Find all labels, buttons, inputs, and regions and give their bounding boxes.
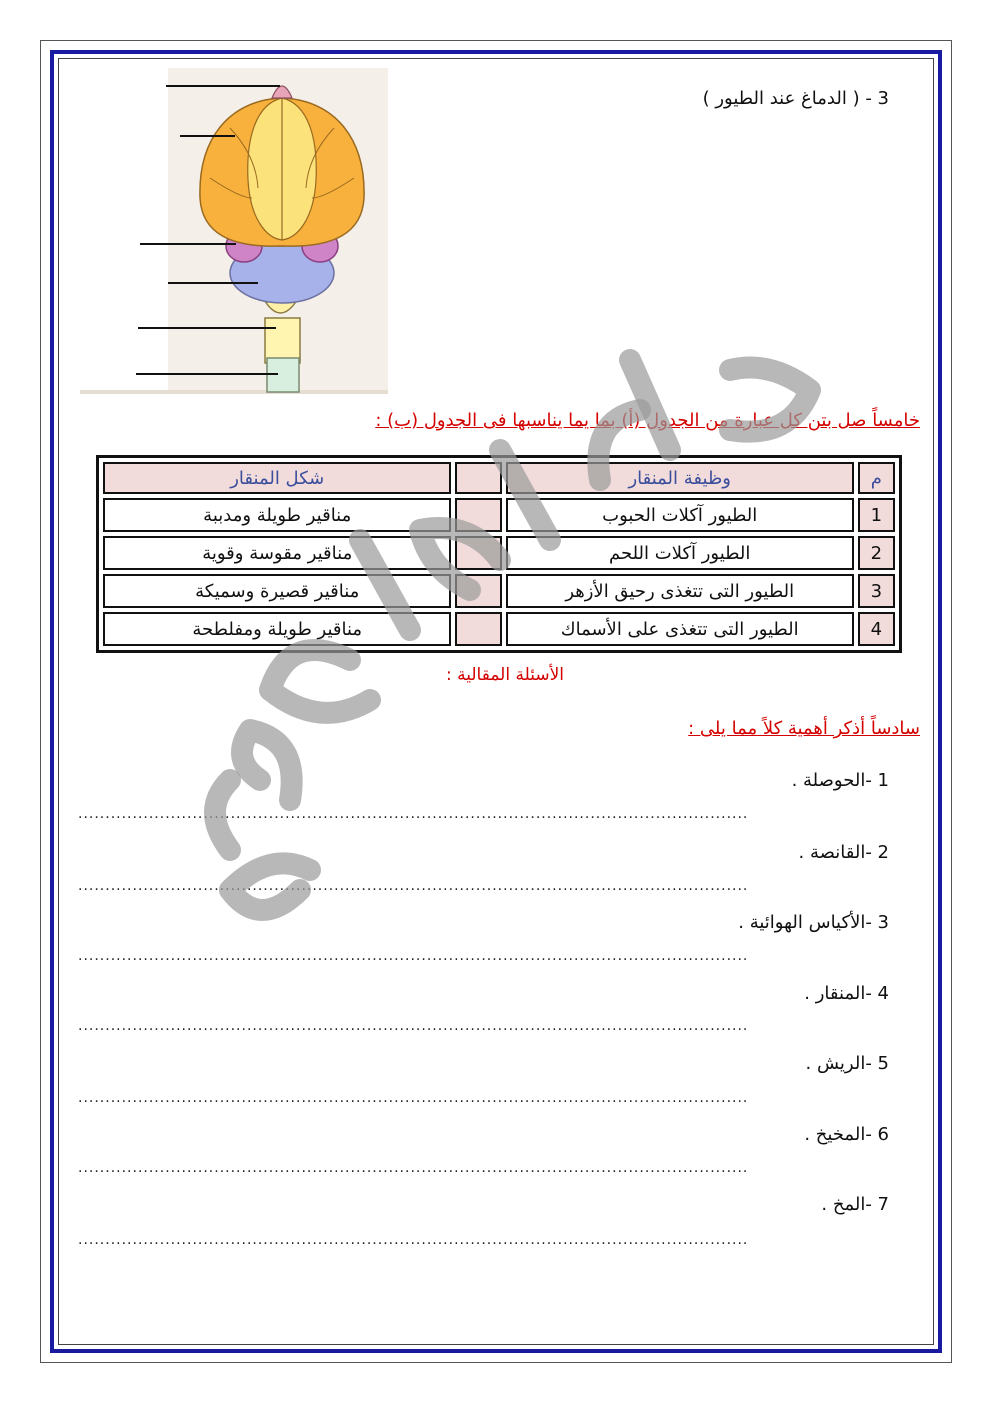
row-num: 4 — [858, 612, 895, 646]
answer-line[interactable]: ........................................................................................................................... — [78, 948, 749, 964]
table-row — [103, 536, 895, 570]
header-shape: شكل المنقار — [103, 462, 451, 494]
section6-title: سادساً أذكر أهمية كلاً مما يلى : — [688, 718, 920, 739]
header-num: م — [858, 462, 895, 494]
row-num: 3 — [858, 574, 895, 608]
answer-line[interactable]: ........................................................................................................................... — [78, 1090, 749, 1106]
answer-line[interactable]: ........................................................................................................................... — [78, 878, 749, 894]
essay-heading: الأسئلة المقالية : — [445, 665, 564, 685]
answer-line[interactable]: ........................................................................................................................... — [78, 1018, 749, 1034]
table-header-row — [103, 462, 895, 494]
row-shape: مناقير طويلة ومفلطحة — [103, 612, 451, 646]
row-shape: مناقير قصيرة وسميكة — [103, 574, 451, 608]
bird-brain-diagram — [80, 68, 390, 396]
question-item: 1 -الحوصلة . — [791, 770, 889, 791]
table-row — [103, 574, 895, 608]
row-shape: مناقير طويلة ومدببة — [103, 498, 451, 532]
answer-cell[interactable] — [455, 536, 501, 570]
section3-label: 3 - ( الدماغ عند الطيور ) — [702, 88, 889, 109]
row-shape: مناقير مقوسة وقوية — [103, 536, 451, 570]
question-item: 5 -الريش . — [805, 1053, 889, 1074]
row-function: الطيور التى تتغذى رحيق الأزهر — [506, 574, 854, 608]
header-function: وظيفة المنقار — [506, 462, 854, 494]
question-item: 7 -المخ . — [821, 1194, 889, 1215]
row-num: 2 — [858, 536, 895, 570]
section5-title: خامساً صل بتن كل عبارة من الجدول (أ) بما يما يناسبها فى الجدول (ب) : — [375, 410, 920, 431]
table-row — [103, 612, 895, 646]
row-function: الطيور آكلات اللحم — [506, 536, 854, 570]
table-row — [103, 498, 895, 532]
answer-cell[interactable] — [455, 462, 501, 494]
answer-line[interactable]: ........................................................................................................................... — [78, 806, 749, 822]
question-item: 4 -المنقار . — [804, 983, 889, 1004]
question-item: 3 -الأكياس الهوائية . — [738, 912, 889, 933]
row-function: الطيور التى تتغذى على الأسماك — [506, 612, 854, 646]
question-item: 6 -المخيخ . — [804, 1124, 889, 1145]
answer-cell[interactable] — [455, 498, 501, 532]
answer-line[interactable]: ........................................................................................................................... — [78, 1160, 749, 1176]
answer-line[interactable]: ........................................................................................................................... — [78, 1232, 749, 1248]
question-item: 2 -القانصة . — [798, 842, 889, 863]
answer-cell[interactable] — [455, 574, 501, 608]
row-function: الطيور آكلات الحبوب — [506, 498, 854, 532]
row-num: 1 — [858, 498, 895, 532]
answer-cell[interactable] — [455, 612, 501, 646]
matching-table — [96, 455, 902, 653]
